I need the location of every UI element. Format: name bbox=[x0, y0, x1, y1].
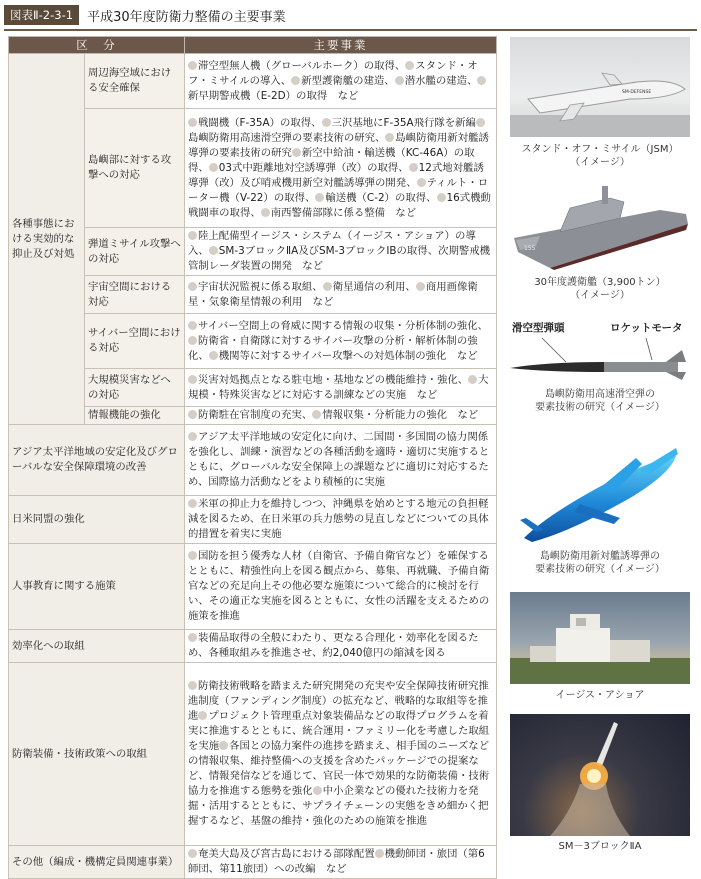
bullet-icon bbox=[375, 849, 384, 858]
table-header-row bbox=[9, 37, 497, 54]
glide-caption bbox=[500, 388, 700, 414]
project-item-text: 潜水艦の建造、 bbox=[404, 74, 478, 87]
project-item-text: 各国との協力案件の進捗を踏まえ、相手国のニーズなどの情報収集、維持整備への支援を含めたパッケージでの提案など、情報発信などを通じて、官民一体で効果的な防衛装備・技術協力を推進する態勢を強化 bbox=[188, 740, 490, 797]
project-item-text: 機関等に対するサイバー攻撃への対処体制の強化 など bbox=[218, 349, 478, 362]
bullet-icon bbox=[476, 118, 485, 127]
projects-cell bbox=[185, 663, 497, 846]
destroyer-caption bbox=[500, 276, 700, 302]
projects-cell bbox=[185, 228, 497, 276]
bullet-icon bbox=[312, 410, 321, 419]
anti-ship-missile-graphic bbox=[510, 440, 690, 545]
project-item bbox=[209, 350, 478, 362]
project-item bbox=[188, 117, 322, 129]
project-item-text: 国防を担う優秀な人材（自衛官、予備自衛官など）を確保するとともに、精強性向上を図る観点から、募集、再就職、予備自衛官などの充足向上その他必要な施策について総合的に検討を行い、その適正な実施を図るとともに、女性の活躍を支えるための施策を推進 bbox=[188, 550, 490, 622]
project-item bbox=[188, 632, 479, 659]
project-item bbox=[188, 409, 312, 421]
subcategory-cell: サイバー空間における対応 bbox=[85, 314, 185, 369]
sm3-launch-image bbox=[510, 714, 690, 836]
destroyer-caption-line2: （イメージ） bbox=[570, 290, 630, 301]
bullet-icon bbox=[188, 551, 197, 560]
project-item bbox=[188, 60, 405, 72]
project-item bbox=[322, 117, 476, 129]
header-rule bbox=[4, 29, 697, 31]
project-item-text: ティルト・ローター機（V-22）の取得、 bbox=[188, 176, 489, 204]
project-item-text: 宇宙状況監視に係る取組、 bbox=[198, 280, 323, 293]
bullet-icon bbox=[477, 76, 486, 85]
project-item bbox=[315, 192, 436, 204]
bullet-icon bbox=[417, 178, 426, 187]
bullet-icon bbox=[188, 681, 197, 690]
sm3-caption-line1: SM－3ブロックⅡA bbox=[558, 841, 642, 852]
bullet-icon bbox=[395, 76, 404, 85]
main-projects-column-header: 主要事業 bbox=[185, 37, 497, 54]
sm3-launch-graphic bbox=[510, 714, 690, 836]
aegis-caption bbox=[500, 689, 700, 702]
jsm-marking: SM-DEFENSE bbox=[622, 90, 652, 95]
bullet-icon bbox=[188, 410, 197, 419]
bullet-icon bbox=[188, 336, 197, 345]
project-item bbox=[188, 431, 489, 488]
bullet-icon bbox=[188, 118, 197, 127]
table-row bbox=[9, 846, 497, 879]
project-item bbox=[291, 75, 395, 87]
glide-projectile-image bbox=[506, 320, 694, 382]
project-item-text: 戦闘機（F-35A）の取得、 bbox=[198, 116, 322, 129]
project-item-text: 防衛省・自衛隊に対するサイバー攻撃の分析・解析体制の強化、 bbox=[188, 334, 478, 362]
project-item-text: 中小企業などの優れた技術力を発掘・活用するとともに、サプライチェーンの実態をきめ細かく把握するなど、基盤の維持・強化のための施策を推進 bbox=[188, 785, 489, 827]
subcategory-cell: 大規模災害などへの対応 bbox=[85, 369, 185, 407]
bullet-icon bbox=[188, 432, 197, 441]
project-item-text: 南西警備部隊に係る整備 など bbox=[270, 206, 417, 219]
bullet-icon bbox=[209, 246, 218, 255]
projects-cell bbox=[185, 109, 497, 228]
projects-cell bbox=[185, 276, 497, 314]
category-cell: 日米同盟の強化 bbox=[9, 496, 185, 544]
subcategory-cell: 宇宙空間における対応 bbox=[85, 276, 185, 314]
project-item bbox=[188, 281, 323, 293]
table-row bbox=[9, 496, 497, 544]
category-cell: その他（編成・機構定員関連事業） bbox=[9, 846, 185, 879]
jsm-caption-line2: （イメージ） bbox=[570, 157, 630, 168]
jsm-caption-line1: スタンド・オフ・ミサイル（JSM） bbox=[521, 144, 679, 155]
project-item-text: 装備品取得の全般にわたり、更なる合理化・効率化を図るため、各種取組みを推進させ、約2,040億円の縮減を図る bbox=[188, 632, 479, 659]
category-cell: 人事教育に関する施策 bbox=[9, 544, 185, 630]
glide-warhead-label: 滑空型弾頭 bbox=[512, 322, 565, 334]
jsm-missile-graphic bbox=[510, 37, 690, 137]
figure-title: 平成30年度防衛力整備の主要事業 bbox=[87, 9, 286, 25]
glide-caption-line2: 要素技術の研究（イメージ） bbox=[535, 402, 665, 413]
projects-cell bbox=[185, 496, 497, 544]
bullet-icon bbox=[188, 282, 197, 291]
bullet-icon bbox=[313, 786, 322, 795]
category-cell: 効率化への取組 bbox=[9, 630, 185, 663]
projects-cell bbox=[185, 544, 497, 630]
project-item-text: 大規模・特殊災害などに対応する訓練などの実施 など bbox=[188, 373, 489, 401]
table-row bbox=[9, 544, 497, 630]
projects-cell bbox=[185, 407, 497, 425]
project-item-text: 新型護衛艦の建造、 bbox=[301, 74, 395, 87]
bullet-icon bbox=[188, 375, 197, 384]
table-row bbox=[9, 425, 497, 496]
svg-text:155: 155 bbox=[524, 245, 536, 252]
project-item-text: 16式機動戦闘車の取得、 bbox=[188, 191, 491, 219]
table-row bbox=[9, 663, 497, 846]
table-row bbox=[9, 54, 497, 109]
bullet-icon bbox=[209, 163, 218, 172]
project-item-text: 衛星通信の利用、 bbox=[332, 280, 416, 293]
project-item-text: スタンド・オフ・ミサイルの導入、 bbox=[188, 59, 478, 87]
category-column-header: 区 分 bbox=[9, 37, 185, 54]
project-item-text: プロジェクト管理重点対象装備品などの取得プログラムを着実に推進するとともに、統合運用・ファミリー化を考慮した取組を実施 bbox=[188, 710, 490, 752]
rocket-motor-label: ロケットモータ bbox=[610, 322, 683, 334]
subcategory-cell: 周辺海空域における安全確保 bbox=[85, 54, 185, 109]
table-row bbox=[9, 630, 497, 663]
bullet-icon bbox=[291, 76, 300, 85]
bullet-icon bbox=[322, 118, 331, 127]
category-cell: 防衛装備・技術政策への取組 bbox=[9, 663, 185, 846]
asm-caption-line1: 島嶼防衛用新対艦誘導弾の bbox=[540, 551, 660, 562]
project-item bbox=[188, 245, 490, 272]
aegis-ashore-image bbox=[510, 592, 690, 684]
project-item-text: アジア太平洋地域の安定化に向け、二国間・多国間の協力関係を強化し、訓練・演習などの各種活動を適時・適切に実施するとともに、グローバルな安全保障上の課題などに適切に対応するため、国際協力活動などをより積極的に実施 bbox=[188, 431, 490, 488]
project-item-text: 三沢基地にF-35A飛行隊を新編 bbox=[331, 116, 476, 129]
sm3-caption bbox=[500, 840, 700, 853]
project-item-text: 災害対処拠点となる駐屯地・基地などの機能維持・強化、 bbox=[198, 373, 469, 386]
subcategory-cell: 弾道ミサイル攻撃への対応 bbox=[85, 228, 185, 276]
asm-caption-line2: 要素技術の研究（イメージ） bbox=[535, 564, 665, 575]
project-item bbox=[188, 550, 489, 622]
jsm-caption bbox=[500, 143, 700, 169]
project-item bbox=[188, 320, 488, 332]
destroyer-graphic bbox=[510, 180, 690, 270]
aegis-ashore-graphic bbox=[510, 592, 690, 684]
main-projects-table bbox=[8, 36, 497, 879]
project-item-text: SM-3ブロックⅡA及びSM-3ブロックⅠBの取得、次期警戒機管制レーダ装置の開発 など bbox=[188, 245, 491, 272]
project-item bbox=[261, 207, 416, 219]
glide-projectile-graphic bbox=[506, 332, 694, 382]
bullet-icon bbox=[385, 133, 394, 142]
project-item-text: 防衛駐在官制度の充実、 bbox=[198, 409, 313, 421]
project-item bbox=[395, 75, 478, 87]
projects-cell bbox=[185, 369, 497, 407]
bullet-icon bbox=[219, 741, 228, 750]
project-item-text: 滞空型無人機（グローバルホーク）の取得、 bbox=[198, 59, 406, 72]
subcategory-cell: 情報機能の強化 bbox=[85, 407, 185, 425]
projects-cell bbox=[185, 314, 497, 369]
project-item-text: 輸送機（C-2）の取得、 bbox=[325, 191, 437, 204]
bullet-icon bbox=[405, 61, 414, 70]
bullet-icon bbox=[188, 633, 197, 642]
category-cell: 各種事態における実効的な抑止及び対処 bbox=[9, 54, 85, 425]
project-item-text: 機動師団・旅団（第6師団、第11旅団）への改編 など bbox=[188, 848, 485, 875]
bullet-icon bbox=[437, 193, 446, 202]
project-item-text: 情報収集・分析能力の強化 など bbox=[322, 409, 479, 421]
project-item bbox=[188, 848, 375, 860]
project-item-text: 島嶼防衛用新対艦誘導弾の要素技術の研究 bbox=[188, 131, 489, 159]
figure-label: 図表Ⅱ-2-3-1 bbox=[4, 5, 79, 25]
glide-caption-line1: 島嶼防衛用高速滑空弾の bbox=[545, 389, 655, 400]
project-item-text: サイバー空間上の脅威に関する情報の収集・分析体制の強化、 bbox=[198, 319, 488, 332]
anti-ship-missile-image bbox=[510, 440, 690, 545]
bullet-icon bbox=[416, 282, 425, 291]
bullet-icon bbox=[315, 193, 324, 202]
project-item-text: 新早期警戒機（E-2D）の取得 など bbox=[188, 89, 359, 102]
bullet-icon bbox=[468, 375, 477, 384]
bullet-icon bbox=[209, 351, 218, 360]
project-item-text: 奄美大島及び宮古島における部隊配置 bbox=[198, 848, 375, 860]
projects-cell bbox=[185, 54, 497, 109]
project-item-text: 12式地対艦誘導弾（改）及び哨戒機用新空対艦誘導弾の開発、 bbox=[188, 161, 484, 189]
figure-header bbox=[4, 4, 286, 26]
bullet-icon bbox=[188, 499, 197, 508]
project-item-text: 防衛技術戦略を踏まえた研究開発の充実や安全保障技術研究推進制度（ファンディング制度）の拡充など、戦略的な取組等を推進 bbox=[188, 680, 489, 722]
project-item bbox=[323, 281, 416, 293]
project-item-text: 03式中距離地対空誘導弾（改）の取得、 bbox=[218, 161, 409, 174]
bullet-icon bbox=[261, 208, 270, 217]
asm-caption bbox=[500, 550, 700, 576]
bullet-icon bbox=[188, 321, 197, 330]
bullet-icon bbox=[188, 849, 197, 858]
bullet-icon bbox=[188, 61, 197, 70]
destroyer-caption-line1: 30年度護衛艦（3,900トン） bbox=[534, 277, 666, 288]
category-cell: アジア太平洋地域の安定化及びグローバルな安全保障環境の改善 bbox=[9, 425, 185, 496]
bullet-icon bbox=[409, 163, 418, 172]
project-item bbox=[188, 374, 468, 386]
project-item-text: 米軍の抑止力を維持しつつ、沖縄県を始めとする地元の負担軽減を図るため、在日米軍の兵力態勢の見直しなどについての具体的措置を着実に実施 bbox=[188, 498, 489, 540]
bullet-icon bbox=[188, 231, 197, 240]
projects-cell bbox=[185, 425, 497, 496]
project-item-text: 島嶼防衛用高速滑空弾の要素技術の研究、 bbox=[188, 131, 386, 144]
aegis-caption-line1: イージス・アショア bbox=[555, 690, 645, 701]
bullet-icon bbox=[198, 711, 207, 720]
project-item bbox=[188, 498, 489, 540]
project-item bbox=[209, 162, 409, 174]
subcategory-cell: 島嶼部に対する攻撃への対応 bbox=[85, 109, 185, 228]
jsm-missile-image bbox=[510, 37, 690, 137]
project-item-text: 新空中給油・輸送機（KC-46A）の取得、 bbox=[188, 146, 475, 174]
project-item-text: 商用画像衛星・気象衛星情報の利用 など bbox=[188, 280, 478, 308]
projects-cell bbox=[185, 630, 497, 663]
project-item bbox=[312, 409, 478, 421]
destroyer-image bbox=[510, 180, 690, 270]
bullet-icon bbox=[292, 148, 301, 157]
bullet-icon bbox=[323, 282, 332, 291]
project-item-text: 陸上配備型イージス・システム（イージス・アショア）の導入、 bbox=[188, 230, 476, 257]
projects-cell bbox=[185, 846, 497, 879]
